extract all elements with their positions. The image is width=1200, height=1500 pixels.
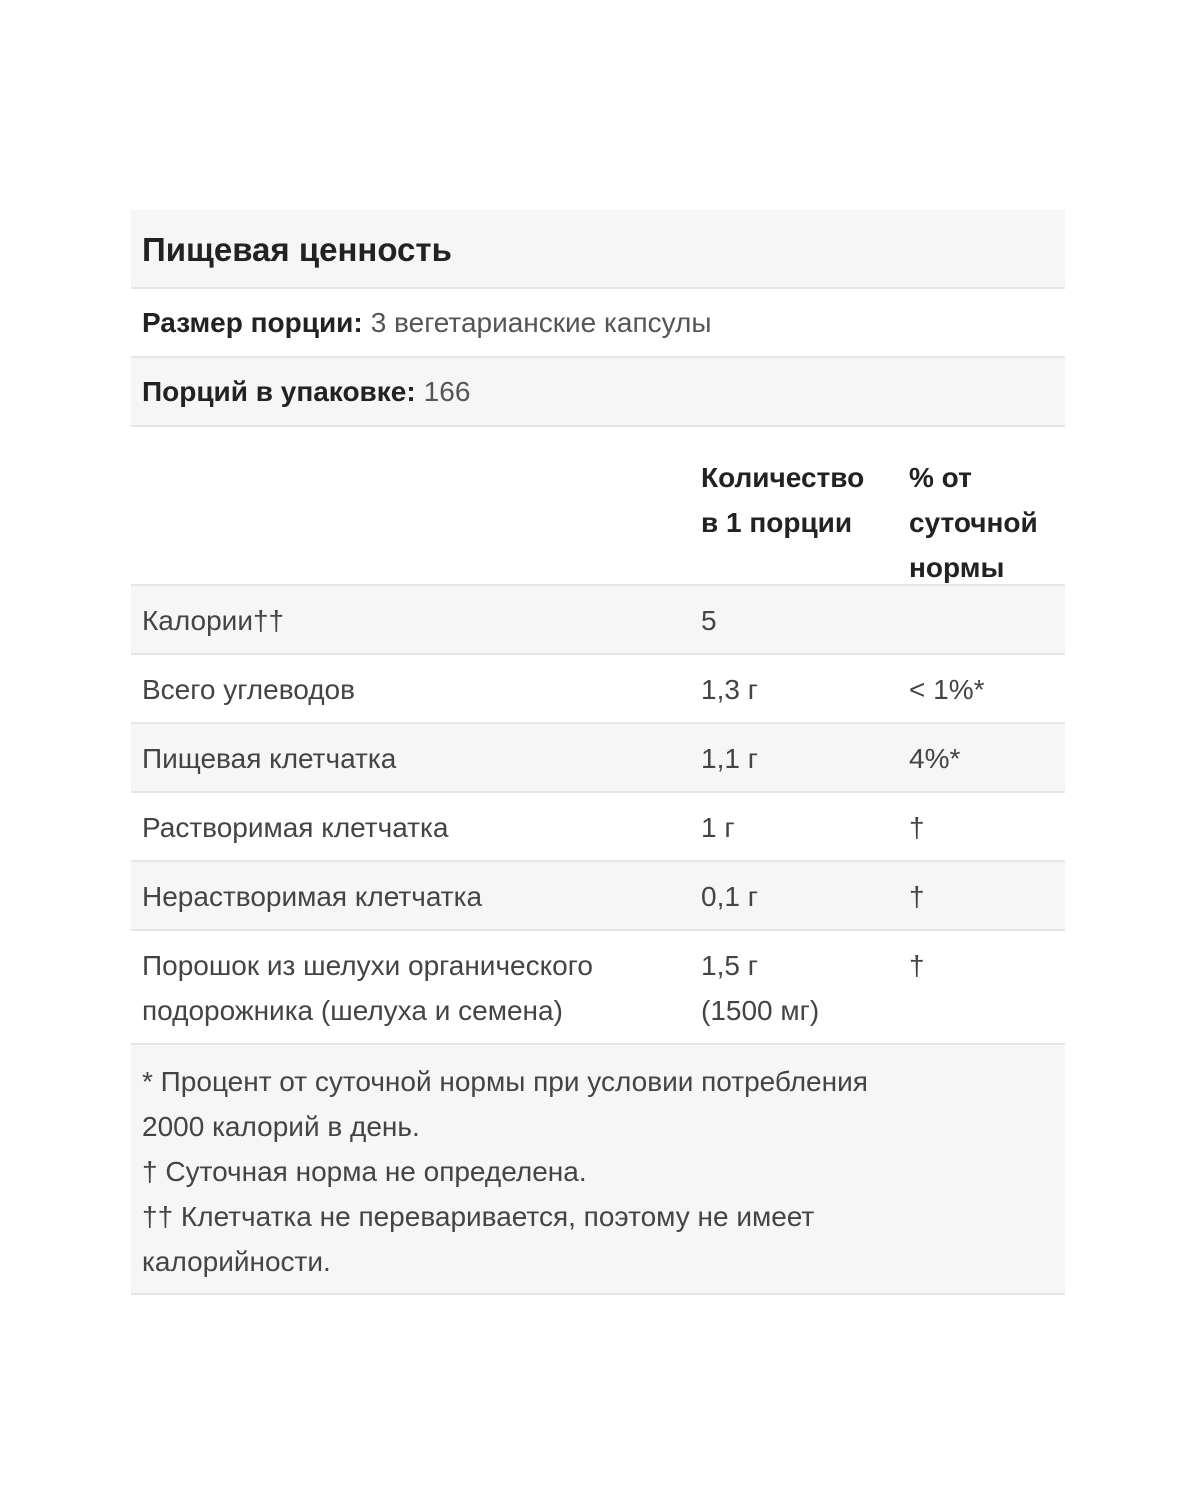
daily-value-header-line: % от [909,462,972,493]
daily-value-header [909,455,1038,590]
nutrient-amount: 1,3 г [701,674,758,705]
nutrient-amount-line: (1500 мг) [701,995,820,1026]
table-row [131,724,1065,793]
nutrient-daily-value: † [909,881,925,912]
nutrition-title: Пищевая ценность [142,230,452,268]
serving-size-label: Размер порции: [142,306,363,338]
footnote-line: 2000 калорий в день. [142,1111,420,1142]
nutrient-daily-value: < 1%* [909,674,985,705]
servings-per-container-row [131,358,1065,427]
amount-header-line: в 1 порции [701,507,853,538]
footnote-line: † Суточная норма не определена. [142,1156,587,1187]
nutrient-amount [701,943,819,1033]
nutrition-facts-panel [131,210,1065,1295]
nutrient-amount-line: 1,5 г [701,950,758,981]
nutrient-amount: 0,1 г [701,881,758,912]
table-header-row [131,427,1065,586]
footnotes [131,1045,1065,1295]
serving-size-row [131,289,1065,358]
nutrient-daily-value: 4%* [909,743,961,774]
amount-header-line: Количество [701,462,865,493]
serving-size-value: 3 вегетарианские капсулы [370,306,712,338]
amount-header [701,455,864,545]
nutrient-name: Нерастворимая клетчатка [142,881,483,912]
servings-per-container-label: Порций в упаковке: [142,375,416,407]
nutrient-name: Всего углеводов [142,674,356,705]
nutrient-name: Пищевая клетчатка [142,743,397,774]
footnote-line: * Процент от суточной нормы при условии потребления [142,1066,868,1097]
table-row [131,931,1065,1045]
nutrient-daily-value: † [909,950,925,981]
table-row [131,586,1065,655]
table-row [131,655,1065,724]
table-row [131,793,1065,862]
nutrient-name: Растворимая клетчатка [142,812,449,843]
daily-value-header-line: нормы [909,552,1005,583]
nutrient-daily-value: † [909,812,925,843]
daily-value-header-line: суточной [909,507,1038,538]
nutrient-name: Калории†† [142,605,285,636]
servings-per-container-value: 166 [423,375,471,407]
nutrient-name-line: Порошок из шелухи органического [142,950,593,981]
table-row [131,862,1065,931]
nutrient-amount: 5 [701,605,717,636]
footnote-line: калорийности. [142,1246,331,1277]
nutrient-name-line: подорожника (шелуха и семена) [142,995,563,1026]
nutrient-amount: 1,1 г [701,743,758,774]
nutrient-name [142,943,593,1033]
footnote-line: †† Клетчатка не переваривается, поэтому не имеет [142,1201,815,1232]
nutrient-amount: 1 г [701,812,735,843]
nutrition-title-row [131,210,1065,289]
